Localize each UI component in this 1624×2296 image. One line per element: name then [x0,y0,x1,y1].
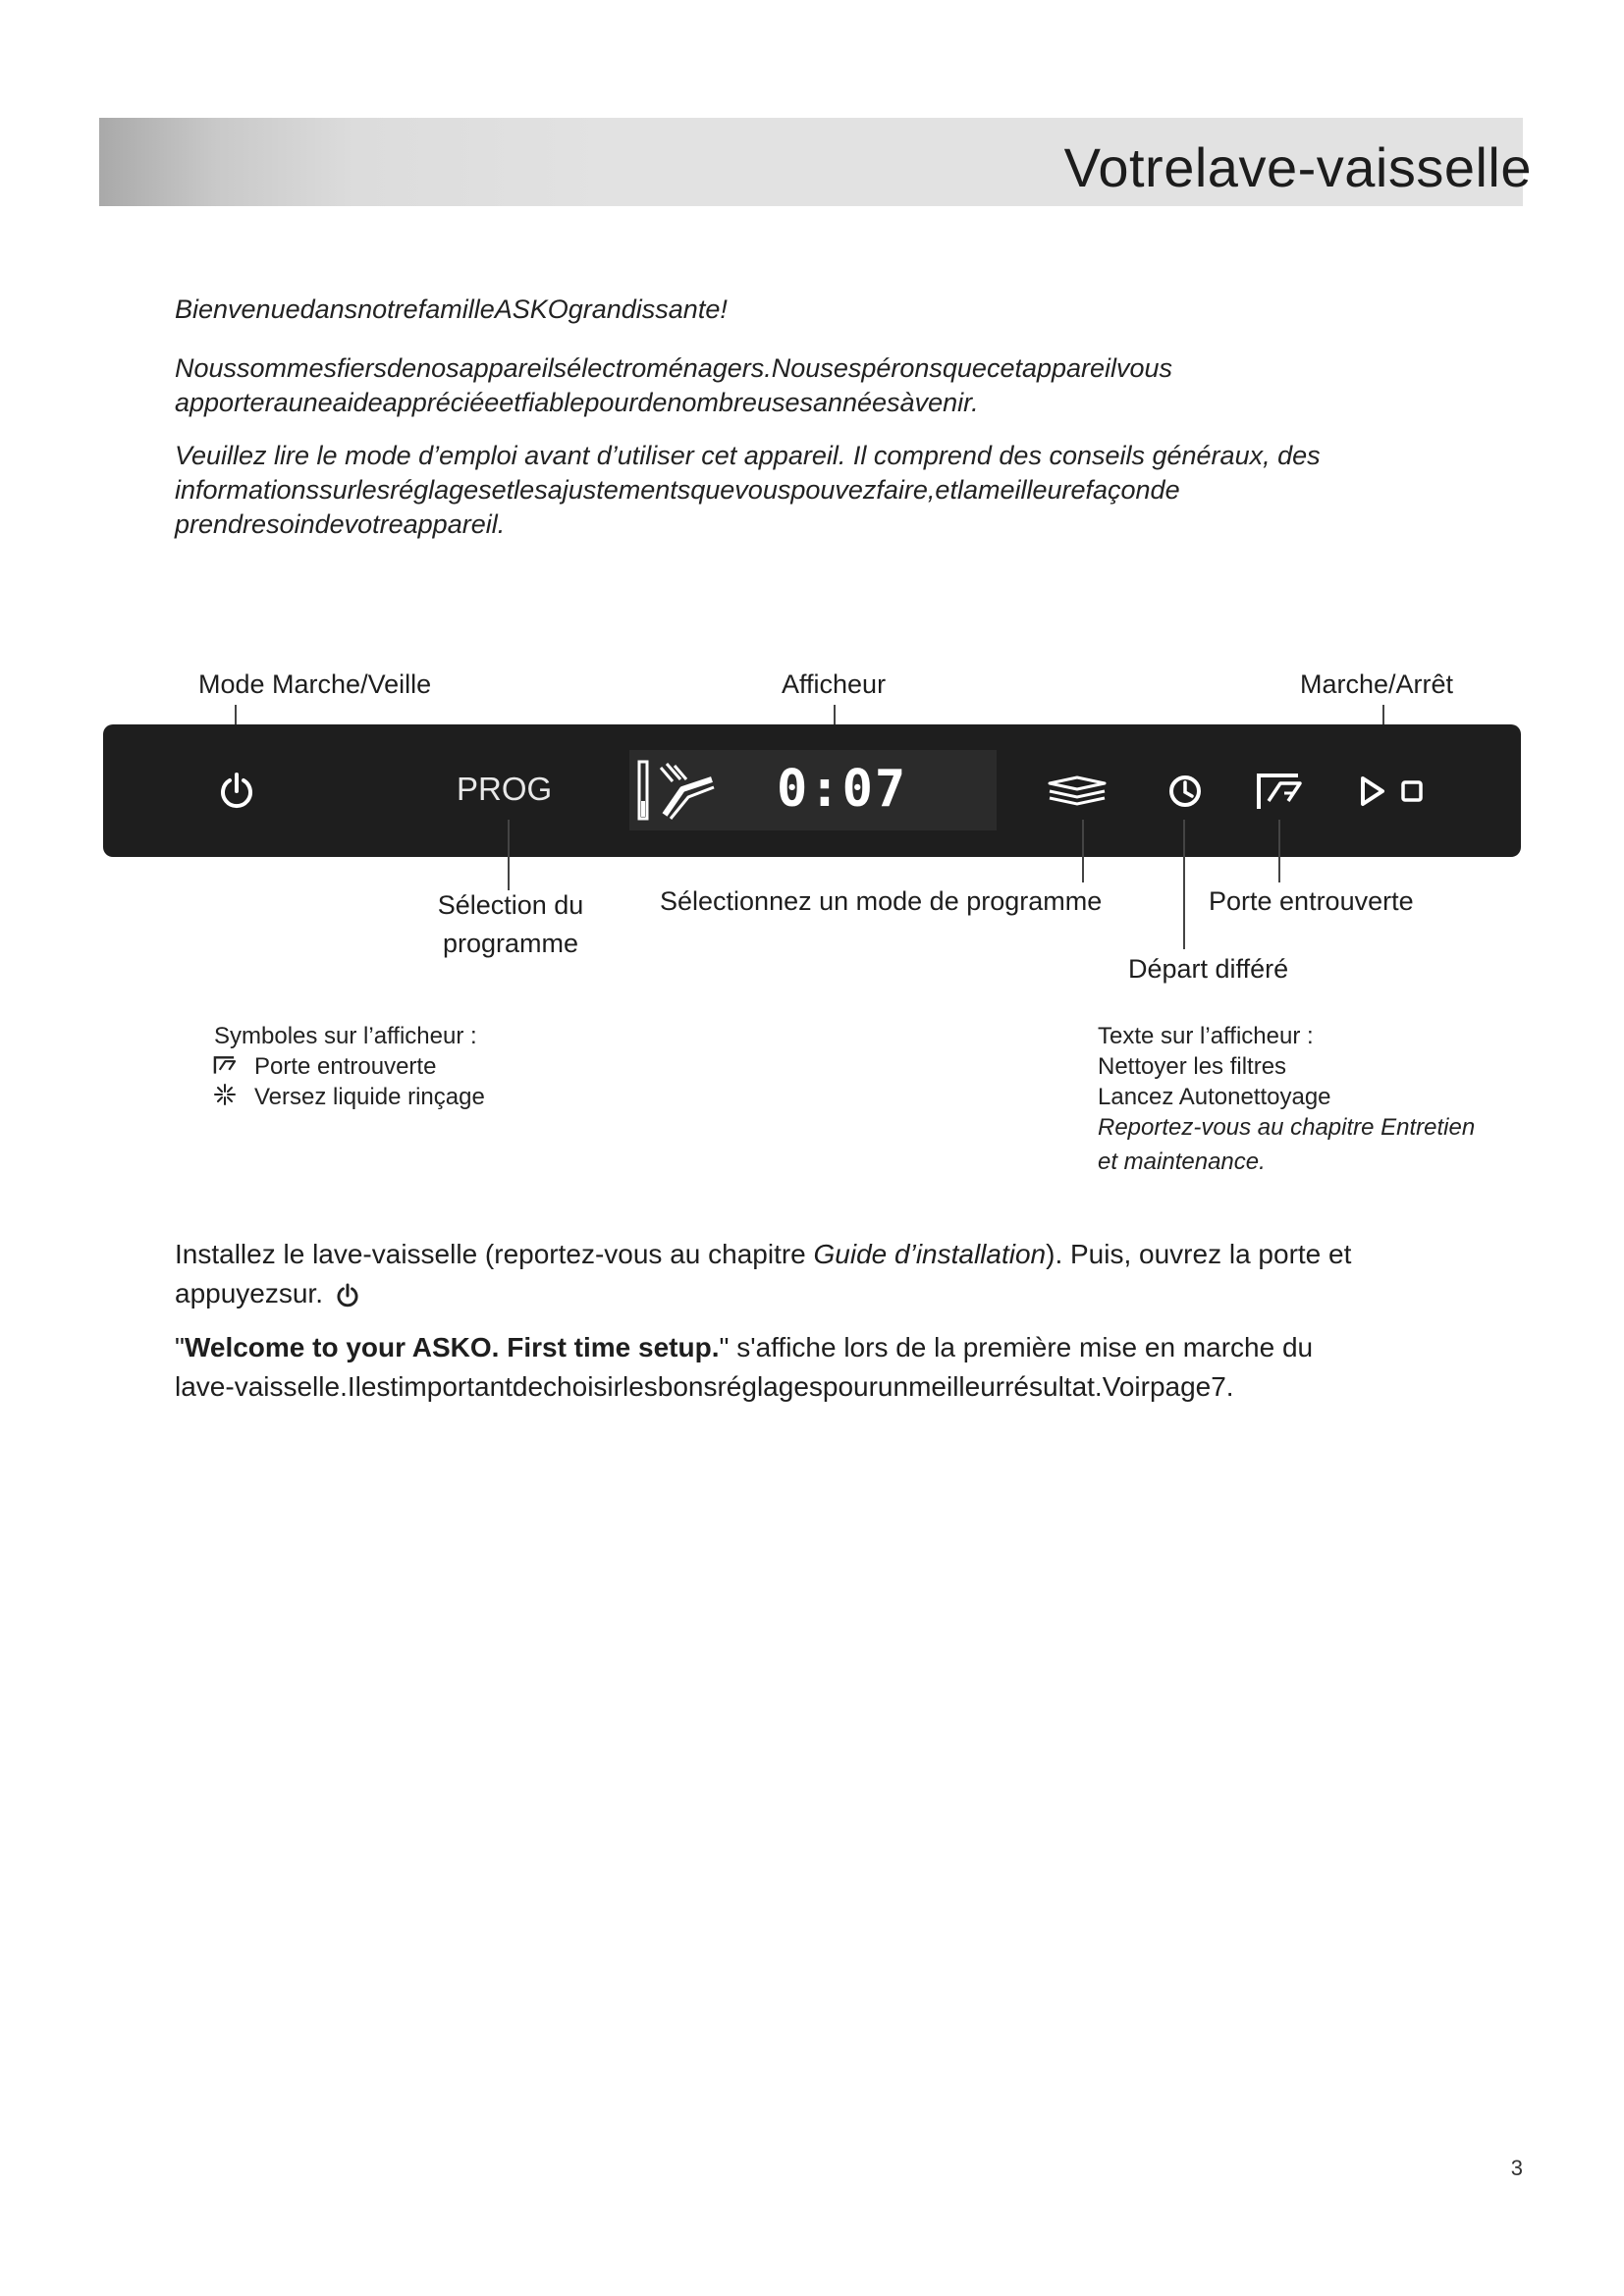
welcome-quote-open: " [175,1332,185,1362]
door-ajar-icon[interactable] [1255,772,1304,811]
label-door-ajar: Porte entrouverte [1209,886,1414,916]
callout-line-door [1278,820,1280,882]
display-text-title: Texte sur l’afficheur : [1098,1023,1314,1049]
callout-line-delay [1183,820,1185,949]
door-ajar-icon [213,1054,237,1076]
callout-line-prog [508,820,510,890]
symbol-door-ajar-label: Porte entrouverte [254,1053,437,1080]
intro-welcome [175,293,1481,327]
install-line2 [175,1274,1481,1313]
intro-read [175,439,1481,542]
intro-proud [175,351,1481,420]
clock-icon[interactable] [1166,773,1204,810]
welcome-bold: Welcome to your ASKO. First time setup. [184,1332,720,1362]
power-icon[interactable] [217,772,256,811]
display-text-note1: Reportez-vous au chapitre Entretien [1098,1114,1476,1141]
welcome-line2: lave-vaisselle.Ilestimportantdechoisirlesbonsréglagespourunmeilleurrésultat.Voirpage7. [175,1371,1234,1402]
install-text-c: appuyezsur. [175,1278,323,1308]
display-time: 0:07 [777,760,908,819]
play-icon[interactable] [1359,775,1386,807]
install-paragraph [175,1235,1481,1313]
label-prog-select [412,886,609,963]
read-line-2: informationssurlesréglagesetlesajustementsquevouspouvezfaire,etlameilleurefaçonde [175,475,1180,505]
wash-spray-icon [637,758,720,825]
display-text-line2: Lancez Autonettoyage [1098,1084,1331,1110]
display-window [629,750,997,830]
welcome-line1 [175,1328,1481,1367]
power-icon [335,1283,360,1308]
page-title: Votrelave-vaisselle [1063,136,1532,198]
stop-icon[interactable] [1400,779,1424,803]
install-guide-ref: Guide d’installation [813,1239,1047,1269]
symbol-rinse-aid-label: Versez liquide rinçage [254,1084,485,1110]
label-mode-standby: Mode Marche/Veille [198,669,432,699]
welcome-line: BienvenuedansnotrefamilleASKOgrandissante! [175,294,728,324]
read-line-1: Veuillez lire le mode d’emploi avant d’utiliser cet appareil. Il comprend des conseils généraux, des [175,441,1321,470]
prog-button[interactable]: PROG [457,771,553,807]
label-prog-select-line1: Sélection du [437,890,584,920]
display-text-line1: Nettoyer les filtres [1098,1053,1287,1080]
callout-line-mode [1082,820,1084,882]
proud-line-2: apporterauneaideappréciéeetfiablepourdenombreusesannéesàvenir. [175,388,979,417]
welcome-rest: " s'affiche lors de la première mise en marche du [719,1332,1314,1362]
page-number: 3 [1510,2156,1523,2180]
read-line-3: prendresoindevotreappareil. [175,509,506,539]
label-display: Afficheur [782,669,887,699]
label-on-off: Marche/Arrêt [1300,669,1454,699]
welcome-paragraph [175,1328,1481,1407]
label-delayed-start: Départ différé [1128,954,1289,984]
install-text-b: ). Puis, ouvrez la porte et [1046,1239,1352,1269]
install-text-a: Installez le lave-vaisselle (reportez-vous au chapitre [175,1239,814,1269]
proud-line-1: Noussommesfiersdenosappareilsélectroménagers.Nousespéronsquecetappareilvous [175,353,1173,383]
symbols-title: Symboles sur l’afficheur : [214,1023,477,1049]
label-mode-select: Sélectionnez un mode de programme [660,886,1103,916]
label-prog-select-line2: programme [442,929,579,958]
programme-layers-icon[interactable] [1046,775,1109,807]
rinse-aid-icon [214,1084,236,1105]
display-text-note2: et maintenance. [1098,1148,1266,1175]
install-line1 [175,1235,1481,1274]
control-panel [103,724,1521,857]
